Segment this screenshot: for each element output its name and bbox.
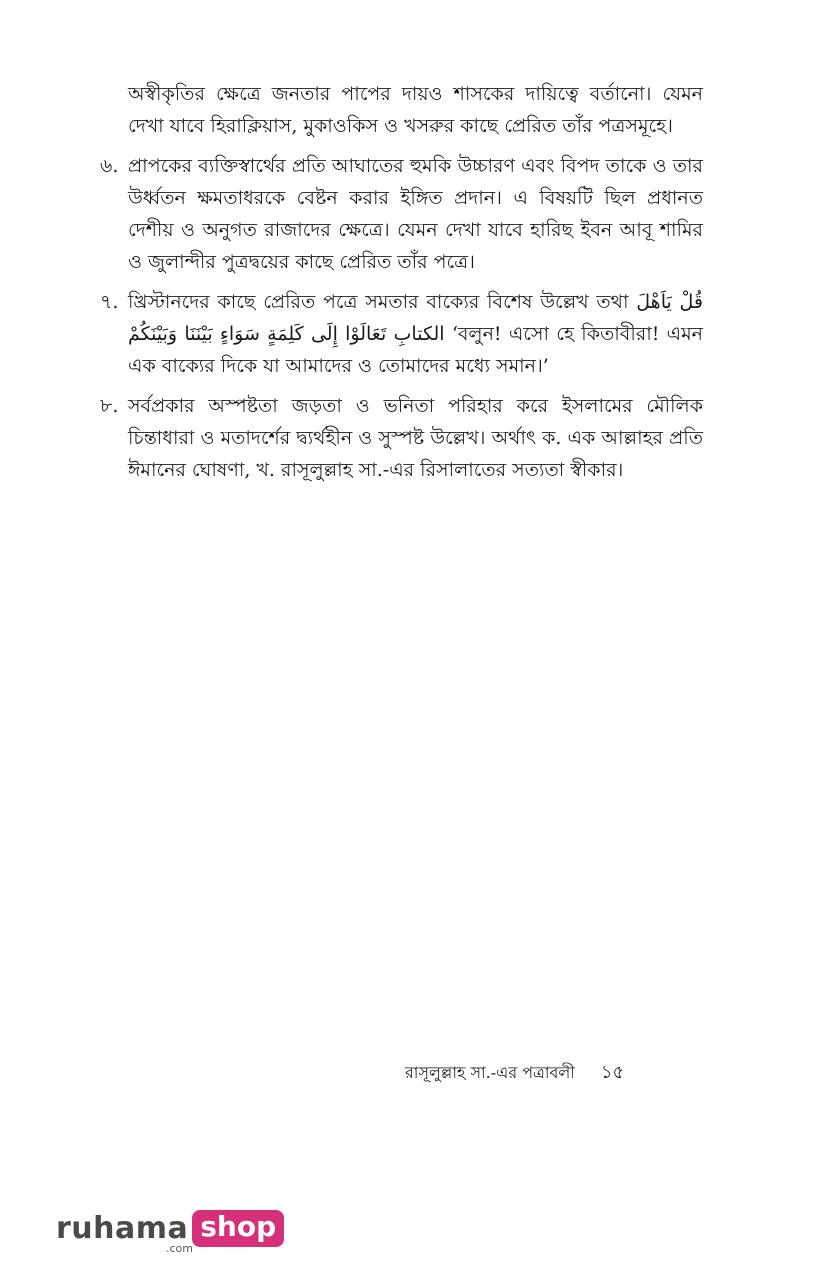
ruhamashop-logo (56, 1210, 284, 1255)
list-item-text: প্রাপকের ব্যক্তিস্বার্থের প্রতি আঘাতের হুমকি উচ্চারণ এবং বিপদ তাকে ও তার উর্ধ্বতন ক্ষমতাধরকে বেষ্টন করার ইঙ্গিত প্রদান। এ বিষয়টি ছিল প্রধানত দেশীয় ও অনুগত রাজাদের ক্ষেত্রে। যেমন দেখা যাবে হারিছ ইবন আবূ শামির ও জুলান্দীর পুত্রদ্বয়ের কাছে প্রেরিত তাঁর পত্রে। (128, 155, 703, 273)
intro-paragraph: অস্বীকৃতির ক্ষেত্রে জনতার পাপের দায়ও শাসকের দায়িত্বে বর্তানো। যেমন দেখা যাবে হিরাক্লিয়াস, মুকাওকিস ও খসরুর কাছে প্রেরিত তাঁর পত্রসমূহে। (128, 83, 703, 137)
page-body (100, 78, 703, 494)
running-title: রাসূলুল্লাহ সা.-এর পত্রাবলী (405, 1063, 575, 1082)
list-item-number: ৮. (100, 395, 119, 417)
logo-brand: ruhama (56, 1211, 189, 1246)
list-item-7 (100, 286, 703, 382)
list-item-text: সর্বপ্রকার অস্পষ্টতা জড়তা ও ভনিতা পরিহার করে ইসলামের মৌলিক চিন্তাধারা ও মতাদর্শের দ্ব্যর্থহীন ও সুস্পষ্ট উল্লেখ। অর্থাৎ ক. এক আল্লাহর প্রতি ঈমানের ঘোষণা, খ. রাসূলুল্লাহ সা.-এর রিসালাতের সত্যতা স্বীকার। (128, 395, 703, 481)
list-item-8 (100, 390, 703, 486)
arabic-verse: قُلْ يَاَهْلَ الكتابِ تَعَالَوْا إِلَى كَلِمَةٍ سَوَاءٍ بَيْنَنَا وَبَيْنَكُمْ (128, 291, 704, 345)
page-footer (405, 1058, 624, 1089)
page-number: ১৫ (600, 1062, 625, 1083)
list-item-number: ৬. (100, 155, 119, 177)
logo-domain: .com (166, 1242, 193, 1255)
list-item-text-after: ‘বলুন! এসো হে কিতাবীরা! এমন এক বাক্যের দিকে যা আমাদের ও তোমাদের মধ্যে সমান।’ (128, 323, 703, 377)
list-item-text-before: খ্রিস্টানদের কাছে প্রেরিত পত্রে সমতার বাক্যের বিশেষ উল্লেখ তথা (128, 291, 629, 313)
logo-shop-badge: shop (192, 1210, 284, 1247)
list-item-number: ৭. (100, 291, 119, 313)
list-item-text (128, 286, 703, 382)
list-item-6 (100, 150, 703, 278)
